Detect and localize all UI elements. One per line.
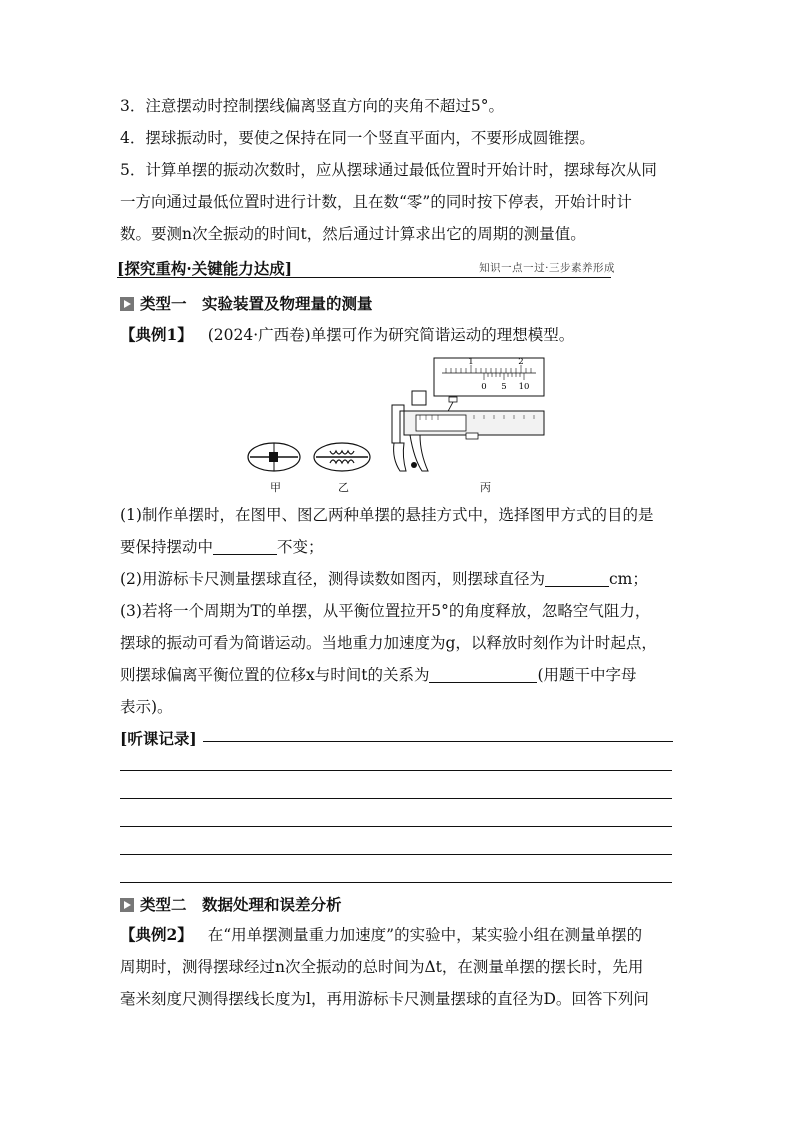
scale-bottom-0: 0: [481, 382, 487, 392]
caliper-figure-svg: [244, 353, 554, 493]
question3-line2: 摆球的振动可看为简谐运动。当地重力加速度为g，以释放时刻作为计时起点，: [120, 634, 657, 652]
example1-label: 【典例1】: [120, 325, 193, 344]
answer-blank-2[interactable]: [545, 570, 609, 587]
play-triangle-icon: [120, 898, 134, 912]
type2-heading-text: 类型二 数据处理和误差分析: [140, 895, 342, 914]
type1-heading: [120, 292, 373, 314]
answer-blank-3[interactable]: [429, 666, 537, 683]
section-title: [探究重构·关键能力达成]: [117, 259, 293, 278]
note-item-5-line2: 一方向通过最低位置时进行计数，且在数“零”的同时按下停表，开始计时计: [120, 193, 632, 211]
note-item-5-line3: 数。要测n次全振动的时间t，然后通过计算求出它的周期的测量值。: [120, 225, 586, 243]
example2-line3: 毫米刻度尺测得摆线长度为l，再用游标卡尺测量摆球的直径为D。回答下列问: [120, 990, 649, 1008]
question2-text-a: (2)用游标卡尺测量摆球直径，测得读数如图丙，则摆球直径为: [120, 570, 545, 588]
scale-bottom-5: 5: [501, 382, 507, 392]
figure-label-a: 甲: [270, 481, 281, 494]
example2-label: 【典例2】: [120, 925, 193, 944]
notes-label: [听课记录]: [120, 729, 197, 748]
notes-rule-6: [120, 882, 672, 883]
section-subtitle: 知识一点一过·三步素养形成: [479, 262, 615, 274]
scale-top-1: 1: [468, 357, 474, 367]
example1-line: [120, 325, 680, 345]
notes-rule-1: [203, 741, 673, 742]
notes-rule-2: [120, 770, 672, 771]
question1-text-b: 不变；: [277, 538, 324, 556]
question3-line3: [120, 665, 680, 685]
example1-text: (2024·广西卷)单摆可作为研究简谐运动的理想模型。: [207, 326, 575, 344]
section-bar: [117, 255, 677, 277]
question2-text-b: cm；: [608, 570, 648, 588]
figure-label-b: 乙: [338, 481, 349, 494]
answer-blank-1[interactable]: [213, 538, 277, 555]
question1-line2: [120, 537, 680, 557]
question2-line: [120, 569, 680, 589]
note-item-5-line1: 5．计算单摆的振动次数时，应从摆球通过最低位置时开始计时，摆球每次从同: [120, 161, 657, 179]
example2-line1: [120, 925, 680, 945]
vernier-caliper-diagram: [392, 357, 544, 471]
play-triangle-icon: [120, 297, 134, 311]
notes-rule-3: [120, 798, 672, 799]
example2-line2: 周期时，测得摆球经过n次全振动的总时间为Δt，在测量单摆的摆长时，先用: [120, 958, 644, 976]
question1-text-a: 要保持摆动中: [120, 538, 214, 556]
pendulum-b-diagram: [314, 443, 370, 471]
question3-text-b: (用题干中字母: [537, 666, 637, 684]
note-item-4: 4．摆球振动时，要使之保持在同一个竖直平面内，不要形成圆锥摆。: [120, 129, 595, 147]
type2-heading: [120, 893, 342, 915]
section-rule: [117, 277, 611, 278]
example1-figure: [244, 353, 554, 493]
notes-rule-5: [120, 854, 672, 855]
notes-rule-4: [120, 826, 672, 827]
scale-bottom-10: 10: [518, 382, 530, 392]
question3-text-a: 则摆球偏离平衡位置的位移x与时间t的关系为: [120, 666, 430, 684]
pendulum-a-diagram: [248, 443, 300, 471]
question3-line4: 表示)。: [120, 698, 173, 716]
question3-line1: (3)若将一个周期为T的单摆，从平衡位置拉开5°的角度释放，忽略空气阻力，: [120, 602, 651, 620]
figure-label-c: 丙: [480, 481, 491, 494]
question1-line1: (1)制作单摆时，在图甲、图乙两种单摆的悬挂方式中，选择图甲方式的目的是: [120, 506, 654, 524]
note-item-3: 3．注意摆动时控制摆线偏离竖直方向的夹角不超过5°。: [120, 97, 504, 115]
scale-top-2: 2: [518, 357, 524, 367]
example2-text: 在“用单摆测量重力加速度”的实验中，某实验小组在测量单摆的: [207, 926, 643, 944]
type1-heading-text: 类型一 实验装置及物理量的测量: [140, 294, 373, 313]
